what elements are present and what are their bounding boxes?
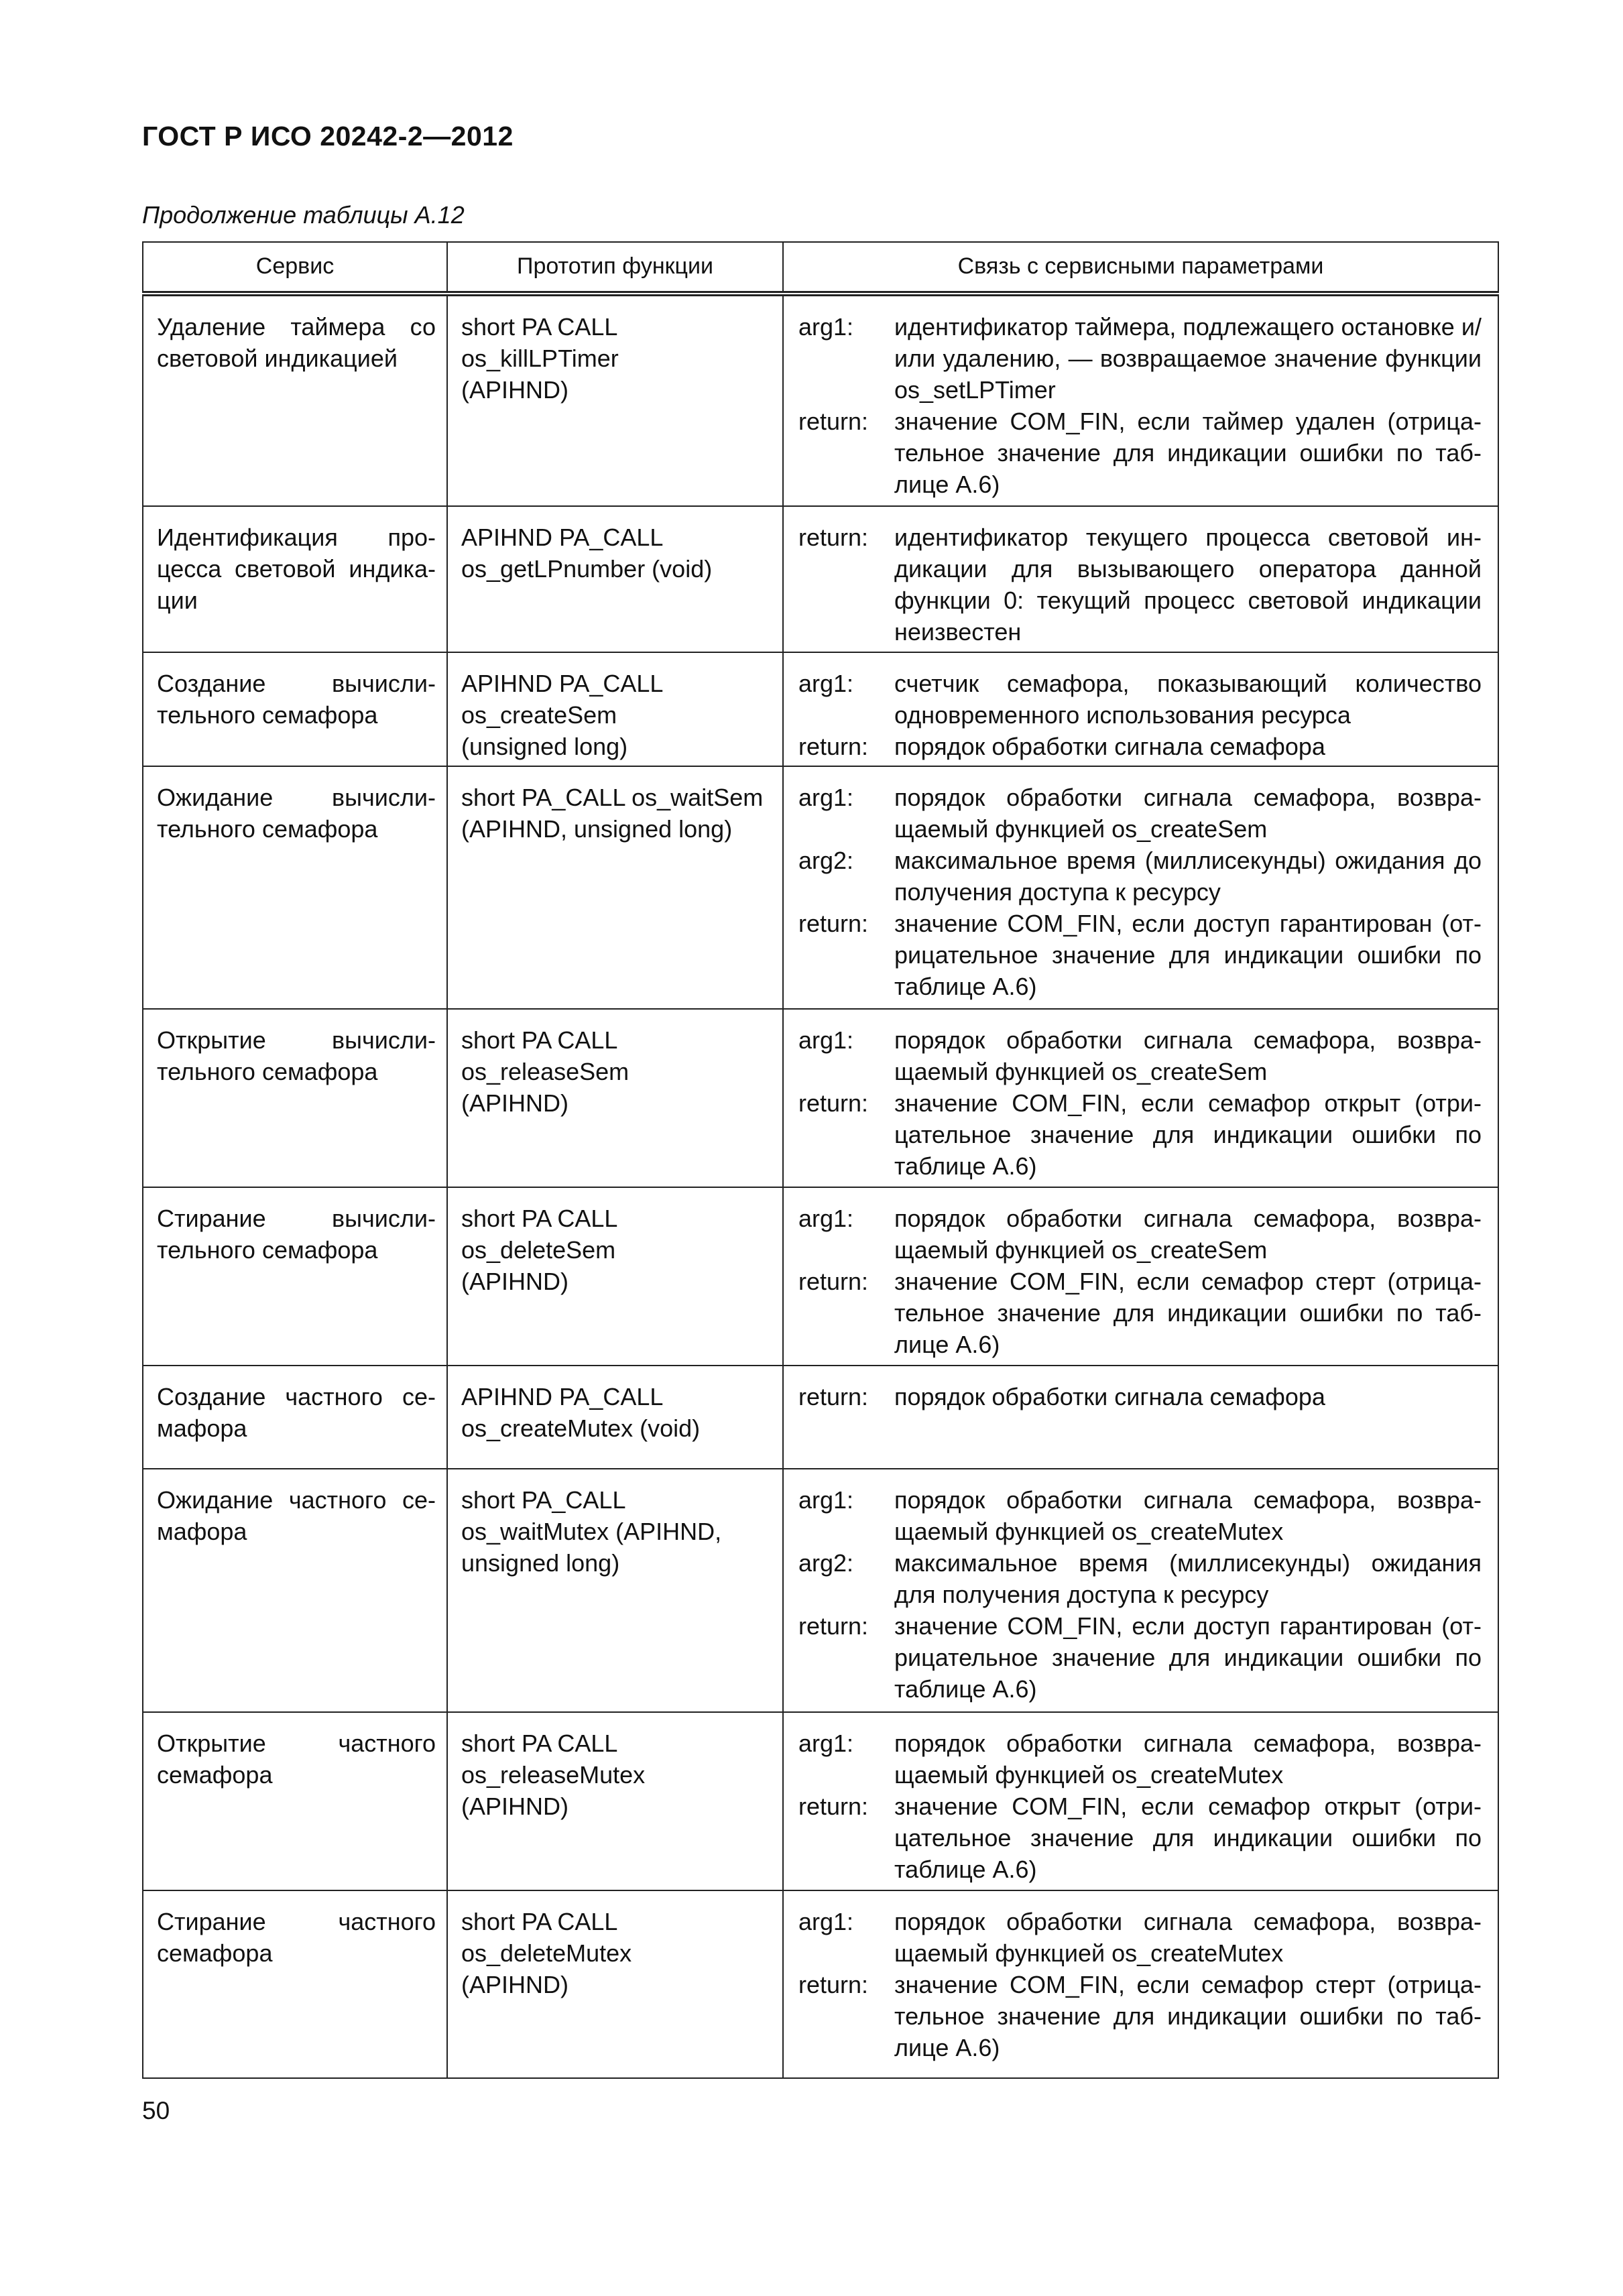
- param-key: return:: [798, 733, 869, 761]
- param-value: порядок обработки сигнала семафора, возвращаемый функцией os_createSem: [894, 1205, 1482, 1264]
- prototype-line: (APIHND): [461, 376, 568, 404]
- prototype-cell: [447, 1712, 783, 1890]
- param-key: arg1:: [798, 1907, 854, 1935]
- prototype-line: short PA CALL: [461, 1907, 618, 1935]
- table-row: [143, 294, 1498, 506]
- param-key: return:: [798, 1268, 869, 1296]
- table-row: [143, 1366, 1498, 1469]
- prototype-line: os_getLPnumber (void): [461, 555, 713, 583]
- table-row: [143, 1009, 1498, 1187]
- param-value: значение COM_FIN, если доступ гарантирован (отрицательное значение для индикации ошибки по таблице А.6): [894, 1612, 1482, 1703]
- params-cell: [783, 294, 1498, 506]
- param-value: значение COM_FIN, если доступ гарантирован (отрицательное значение для индикации ошибки по таблице А.6): [894, 909, 1482, 1000]
- param-key: arg1:: [798, 1026, 854, 1054]
- prototype-cell: [447, 652, 783, 766]
- params-cell: [783, 1187, 1498, 1366]
- prototype-line: os_releaseSem: [461, 1058, 629, 1086]
- param-entry: [798, 311, 1482, 406]
- param-key: arg1:: [798, 1729, 854, 1757]
- table-caption: Продолжение таблицы А.12: [142, 201, 465, 229]
- table-row: [143, 1469, 1498, 1712]
- table-row: [143, 766, 1498, 1010]
- prototype-line: short PA CALL: [461, 1205, 618, 1233]
- params-cell: [783, 1366, 1498, 1469]
- param-entry: [798, 1610, 1482, 1705]
- params-cell: [783, 1469, 1498, 1712]
- table-header-row: [143, 242, 1498, 294]
- table-row: [143, 506, 1498, 652]
- table-row: [143, 1712, 1498, 1890]
- prototype-line: unsigned long): [461, 1549, 620, 1577]
- param-value: значение COM_FIN, если таймер удален (отрицательное значение для индикации ошибки по таблице А.6): [894, 408, 1482, 498]
- service-cell: Создание частного семафора: [143, 1366, 447, 1469]
- prototype-line: APIHND PA_CALL: [461, 524, 664, 552]
- prototype-cell: [447, 1187, 783, 1366]
- param-key: arg2:: [798, 846, 854, 874]
- prototype-line: os_createSem: [461, 701, 617, 729]
- prototype-line: os_releaseMutex: [461, 1760, 646, 1789]
- param-entry: [798, 1791, 1482, 1885]
- param-entry: [798, 1728, 1482, 1791]
- prototype-cell: [447, 766, 783, 1010]
- param-entry: [798, 782, 1482, 845]
- param-value: значение COM_FIN, если семафор стерт (отрицательное значение для индикации ошибки по таблице А.6): [894, 1268, 1482, 1359]
- param-entry: [798, 1969, 1482, 2063]
- service-cell: Ожидание вычислительного семафора: [143, 766, 447, 1010]
- prototype-cell: [447, 1009, 783, 1187]
- prototype-line: os_deleteSem: [461, 1236, 616, 1264]
- param-entry: [798, 522, 1482, 648]
- param-key: return:: [798, 909, 869, 937]
- param-value: идентификатор текущего процесса световой индикации для вызывающего оператора данной функции 0: текущий процесс световой индикации неизвестен: [894, 524, 1482, 646]
- service-cell: Стирание частного семафора: [143, 1890, 447, 2078]
- page-number: 50: [142, 2097, 170, 2124]
- prototype-cell: [447, 1890, 783, 2078]
- params-cell: [783, 1890, 1498, 2078]
- param-entry: [798, 668, 1482, 731]
- params-cell: [783, 766, 1498, 1010]
- param-value: порядок обработки сигнала семафора, возвращаемый функцией os_createSem: [894, 783, 1482, 843]
- table-row: [143, 1187, 1498, 1366]
- service-cell: Создание вычислительного семафора: [143, 652, 447, 766]
- param-entry: [798, 845, 1482, 908]
- param-key: arg1:: [798, 1205, 854, 1233]
- prototype-cell: [447, 1469, 783, 1712]
- service-cell: Идентификация процесса световой индикации: [143, 506, 447, 652]
- prototype-line: APIHND PA_CALL: [461, 1383, 664, 1411]
- service-cell: Удаление таймера со световой индикацией: [143, 294, 447, 506]
- prototype-cell: [447, 506, 783, 652]
- params-cell: [783, 652, 1498, 766]
- param-entry: [798, 731, 1482, 762]
- function-table: [142, 241, 1499, 2079]
- param-entry: [798, 1087, 1482, 1182]
- param-entry: [798, 1024, 1482, 1087]
- param-value: максимальное время (миллисекунды) ожидания до получения доступа к ресурсу: [894, 846, 1482, 906]
- param-value: порядок обработки сигнала семафора, возвращаемый функцией os_createMutex: [894, 1907, 1482, 1967]
- param-value: значение COM_FIN, если семафор открыт (отрицательное значение для индикации ошибки по таблице А.6): [894, 1089, 1482, 1181]
- prototype-line: short PA_CALL: [461, 1486, 626, 1514]
- param-key: arg2:: [798, 1549, 854, 1577]
- param-key: return:: [798, 408, 869, 435]
- service-cell: Ожидание частного семафора: [143, 1469, 447, 1712]
- prototype-line: os_createMutex (void): [461, 1414, 701, 1443]
- param-key: arg1:: [798, 670, 854, 698]
- table-row: [143, 1890, 1498, 2078]
- param-value: значение COM_FIN, если семафор стерт (отрицательное значение для индикации ошибки по таблице А.6): [894, 1970, 1482, 2061]
- param-value: максимальное время (миллисекунды) ожидания для получения доступа к ресурсу: [894, 1549, 1482, 1609]
- param-value: порядок обработки сигнала семафора: [894, 1383, 1325, 1411]
- param-value: идентификатор таймера, подлежащего остановке и/или удалению, — возвращаемое значение функции os_setLPTimer: [894, 313, 1482, 404]
- param-entry: [798, 1547, 1482, 1610]
- param-value: счетчик семафора, показывающий количество одновременного использования ресурса: [894, 670, 1482, 729]
- params-cell: [783, 1009, 1498, 1187]
- prototype-line: short PA CALL: [461, 313, 618, 341]
- param-key: arg1:: [798, 1486, 854, 1514]
- prototype-line: (unsigned long): [461, 733, 628, 761]
- service-cell: Стирание вычислительного семафора: [143, 1187, 447, 1366]
- prototype-line: short PA CALL: [461, 1026, 618, 1054]
- param-key: return:: [798, 1792, 869, 1820]
- table-row: [143, 652, 1498, 766]
- param-key: arg1:: [798, 783, 854, 811]
- service-cell: Открытие вычислительного семафора: [143, 1009, 447, 1187]
- column-header-params: Связь с сервисными параметрами: [783, 242, 1498, 294]
- param-entry: [798, 1484, 1482, 1547]
- prototype-line: APIHND PA_CALL: [461, 670, 664, 698]
- param-value: порядок обработки сигнала семафора, возвращаемый функцией os_createMutex: [894, 1729, 1482, 1789]
- params-cell: [783, 1712, 1498, 1890]
- param-key: return:: [798, 1383, 869, 1411]
- prototype-line: os_waitMutex (APIHND,: [461, 1518, 722, 1546]
- prototype-line: (APIHND): [461, 1970, 568, 1998]
- service-cell: Открытие частного семафора: [143, 1712, 447, 1890]
- param-entry: [798, 1906, 1482, 1969]
- column-header-prototype: Прототип функции: [447, 242, 783, 294]
- column-header-service: Сервис: [143, 242, 447, 294]
- prototype-cell: [447, 1366, 783, 1469]
- prototype-line: (APIHND, unsigned long): [461, 814, 733, 843]
- params-cell: [783, 506, 1498, 652]
- param-value: значение COM_FIN, если семафор открыт (отрицательное значение для индикации ошибки по таблице А.6): [894, 1792, 1482, 1883]
- param-entry: [798, 1266, 1482, 1360]
- param-entry: [798, 1381, 1482, 1412]
- prototype-line: os_killLPTimer: [461, 345, 619, 372]
- param-key: return:: [798, 1612, 869, 1640]
- prototype-line: (APIHND): [461, 1268, 568, 1296]
- document-header: ГОСТ Р ИСО 20242-2—2012: [142, 121, 514, 152]
- prototype-line: (APIHND): [461, 1089, 568, 1117]
- param-key: return:: [798, 1089, 869, 1117]
- param-value: порядок обработки сигнала семафора: [894, 733, 1325, 761]
- param-value: порядок обработки сигнала семафора, возвращаемый функцией os_createSem: [894, 1026, 1482, 1086]
- prototype-cell: [447, 294, 783, 506]
- prototype-line: (APIHND): [461, 1792, 568, 1820]
- param-key: return:: [798, 524, 869, 552]
- prototype-line: os_deleteMutex: [461, 1939, 632, 1967]
- param-entry: [798, 908, 1482, 1002]
- param-key: arg1:: [798, 313, 854, 341]
- prototype-line: short PA_CALL os_waitSem: [461, 783, 764, 811]
- param-key: return:: [798, 1970, 869, 1998]
- table-body: [143, 294, 1498, 2078]
- prototype-line: short PA CALL: [461, 1729, 618, 1757]
- param-entry: [798, 1203, 1482, 1266]
- param-value: порядок обработки сигнала семафора, возвращаемый функцией os_createMutex: [894, 1486, 1482, 1546]
- param-entry: [798, 406, 1482, 500]
